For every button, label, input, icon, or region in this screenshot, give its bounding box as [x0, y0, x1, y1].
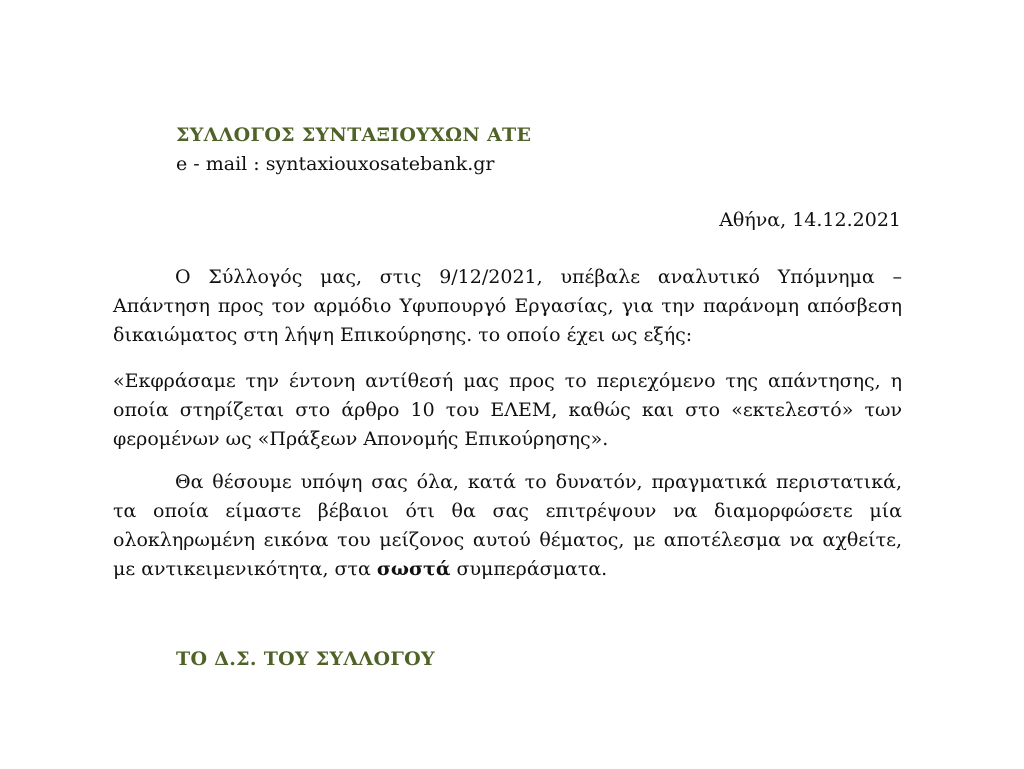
date-line: Αθήνα, 14.12.2021: [719, 209, 901, 231]
body-paragraph-2: «Εκφράσαμε την έντονη αντίθεσή μας προς το περιεχόμενο της απάντησης, η οποία στηρίζεται στο άρθρο 10 του ΕΛΕΜ, καθώς και στο «εκτελεστό» των φερομένων ως «Πράξεων Απονομής Επικούρησης».: [113, 370, 902, 450]
paragraph-3-text-start: Θα θέσουμε υπόψη σας όλα, κατά το δυνατόν, πραγματικά περιστατικά, τα οποία είμαστε βέβαιοι ότι θα σας επιτρέψουν να διαμορφώσετε μία ολοκληρωμένη εικόνα του μείζονος αυτού θέματος, με αποτέλεσμα να αχθείτε, με αντικειμενικότητα, στα: [113, 471, 902, 580]
paragraph-3-text-end: συμπεράσματα.: [450, 558, 608, 580]
paragraph-3-bold-word: σωστά: [376, 558, 451, 580]
organization-name: ΣΥΛΛΟΓΟΣ ΣΥΝΤΑΞΙΟΥΧΩΝ ΑΤΕ: [176, 124, 532, 146]
signature: ΤΟ Δ.Σ. ΤΟΥ ΣΥΛΛΟΓΟΥ: [176, 648, 435, 670]
email-line: e - mail : syntaxiouxosatebank.gr: [176, 153, 495, 175]
body-paragraph-3: [113, 468, 902, 584]
body-paragraph-1: Ο Σύλλογός μας, στις 9/12/2021, υπέβαλε αναλυτικό Υπόμνημα – Απάντηση προς τον αρμόδιο Υφυπουργό Εργασίας, για την παράνομη απόσβεση δικαιώματος στη λήψη Επικούρησης. το οποίο έχει ως εξής:: [113, 266, 902, 346]
